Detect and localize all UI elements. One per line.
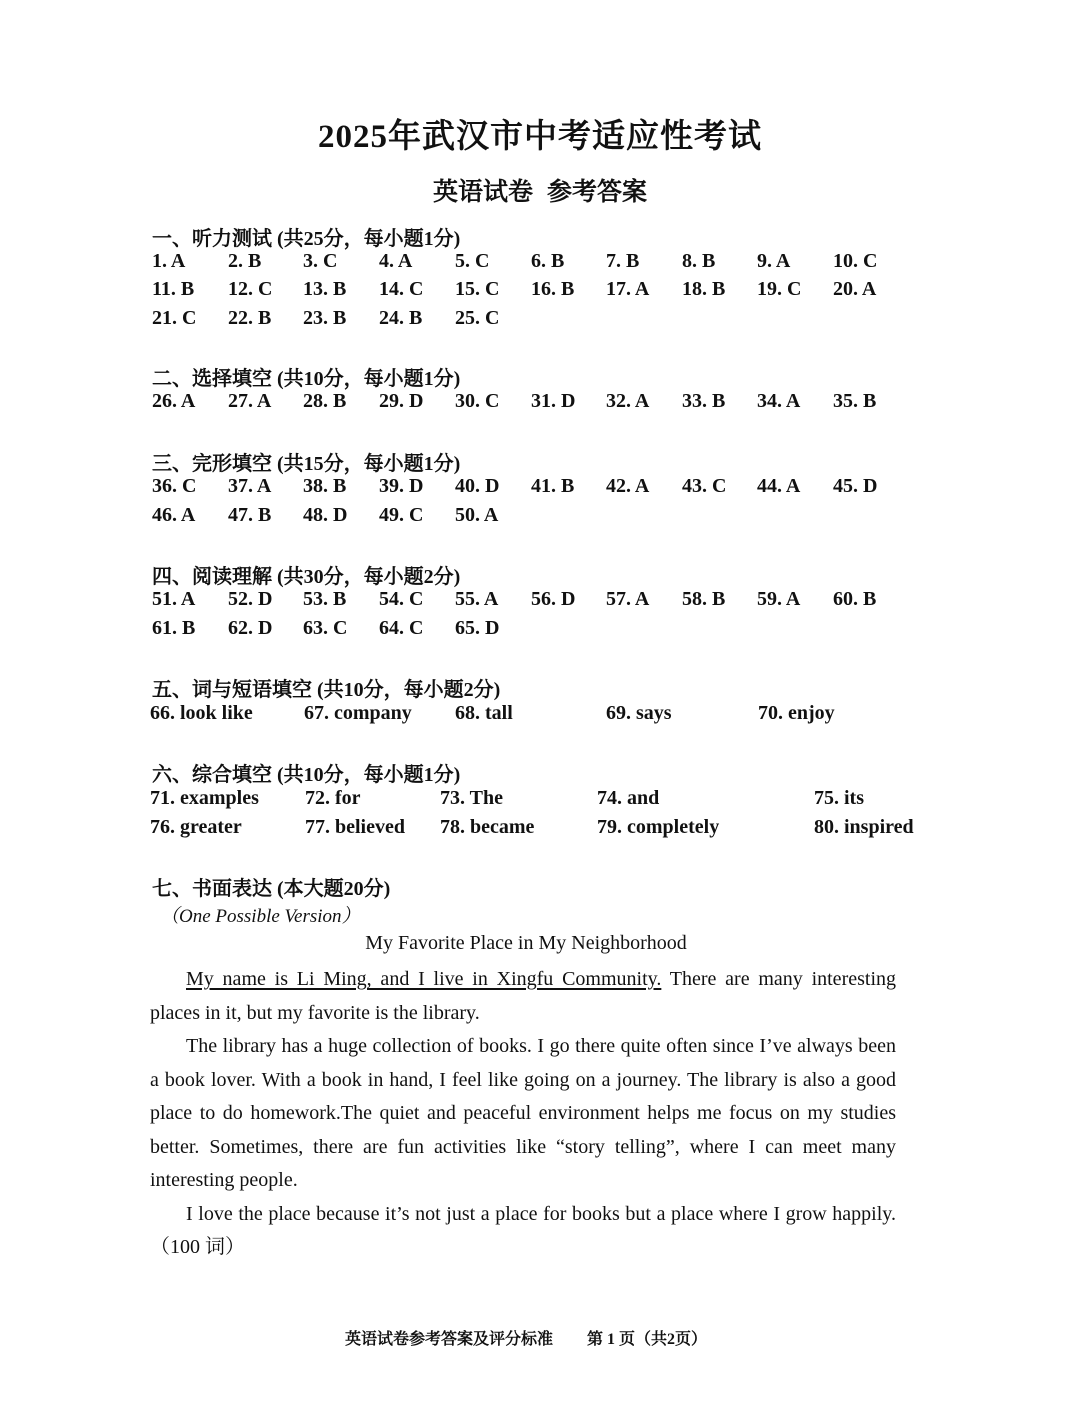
answer-item: 7. B [606, 250, 640, 272]
answer-item: 75. its [814, 787, 864, 809]
answer-item: 72. for [305, 787, 361, 809]
page-subtitle [0, 172, 1080, 208]
essay-paragraph: I love the place because it’s not just a place for books but a place where I grow happily.（100 词） [150, 1202, 896, 1258]
answer-item: 67. company [304, 702, 412, 724]
essay-underlined-sentence: My name is Li Ming, and I live in Xingfu Community. [186, 968, 662, 990]
answer-item: 10. C [833, 250, 878, 272]
answer-item: 76. greater [150, 816, 242, 838]
section-heading-word-fill: 五、词与短语填空 (共10分，每小题2分) [152, 679, 501, 701]
answer-item: 15. C [455, 278, 500, 300]
answer-item: 11. B [152, 278, 195, 300]
essay-paragraph: The library has a huge collection of books. I go there quite often since I’ve always been a book lover. With a book in hand, I feel like going on a journey. The library is also a good place to do homework.The quiet and peaceful environment helps me focus on my studies better. Sometimes, there are fun activities like “story telling”, where I can meet many interesting people. [150, 1035, 896, 1191]
answer-item: 68. tall [455, 702, 513, 724]
answer-item: 74. and [597, 787, 660, 809]
answer-item: 5. C [455, 250, 490, 272]
answer-item: 55. A [455, 588, 499, 610]
answer-item: 8. B [682, 250, 716, 272]
answer-item: 73. The [440, 787, 503, 809]
answer-item: 61. B [152, 617, 196, 639]
answer-item: 60. B [833, 588, 877, 610]
answer-item: 20. A [833, 278, 877, 300]
answer-item: 30. C [455, 390, 500, 412]
page-title: 2025年武汉市中考适应性考试 [318, 119, 762, 155]
answer-item: 51. A [152, 588, 196, 610]
answer-item: 24. B [379, 307, 423, 329]
answer-item: 3. C [303, 250, 338, 272]
section-heading-writing: 七、书面表达 (本大题20分) [152, 878, 391, 900]
answer-item: 54. C [379, 588, 424, 610]
answer-item: 45. D [833, 475, 878, 497]
answer-item: 79. completely [597, 816, 720, 838]
answer-item: 33. B [682, 390, 726, 412]
answer-item: 37. A [228, 475, 272, 497]
answer-item: 16. B [531, 278, 575, 300]
answer-item: 35. B [833, 390, 877, 412]
page-footer [0, 1326, 1052, 1349]
answer-item: 52. D [228, 588, 273, 610]
essay-paragraph [150, 963, 896, 1030]
answer-item: 47. B [228, 504, 272, 526]
answer-item: 23. B [303, 307, 347, 329]
answer-item: 27. A [228, 390, 272, 412]
answer-item: 18. B [682, 278, 726, 300]
answer-item: 71. examples [150, 787, 259, 809]
answer-item: 28. B [303, 390, 347, 412]
answer-item: 29. D [379, 390, 424, 412]
answer-item: 21. C [152, 307, 197, 329]
answer-item: 6. B [531, 250, 565, 272]
answer-item: 22. B [228, 307, 272, 329]
essay-body [150, 963, 896, 1265]
answer-item: 63. C [303, 617, 348, 639]
answer-item: 9. A [757, 250, 791, 272]
answer-item: 66. look like [150, 702, 253, 724]
subtitle-kind: 参考答案 [547, 179, 648, 206]
answer-item: 64. C [379, 617, 424, 639]
answer-item: 49. C [379, 504, 424, 526]
answer-item: 59. A [757, 588, 801, 610]
answer-item: 70. enjoy [758, 702, 835, 724]
answer-item: 36. C [152, 475, 197, 497]
answer-item: 1. A [152, 250, 186, 272]
answer-item: 2. B [228, 250, 262, 272]
answer-item: 62. D [228, 617, 273, 639]
answer-item: 31. D [531, 390, 576, 412]
answer-item: 40. D [455, 475, 500, 497]
answer-item: 65. D [455, 617, 500, 639]
essay-title: My Favorite Place in My Neighborhood [365, 932, 687, 954]
section-heading-cloze: 三、完形填空 (共15分，每小题1分) [152, 453, 461, 475]
answer-item: 4. A [379, 250, 413, 272]
answer-item: 78. became [440, 816, 535, 838]
subtitle-subject: 英语试卷 [432, 179, 533, 206]
answer-item: 56. D [531, 588, 576, 610]
answer-item: 12. C [228, 278, 273, 300]
answer-item: 57. A [606, 588, 650, 610]
answer-item: 25. C [455, 307, 500, 329]
section-heading-listening: 一、听力测试 (共25分，每小题1分) [152, 228, 461, 250]
answer-item: 77. believed [305, 816, 405, 838]
answer-item: 19. C [757, 278, 802, 300]
answer-item: 38. B [303, 475, 347, 497]
footer-doc-name: 英语试卷参考答案及评分标准 [344, 1331, 553, 1348]
answer-item: 26. A [152, 390, 196, 412]
answer-item: 69. says [606, 702, 672, 724]
answer-item: 42. A [606, 475, 650, 497]
answer-item: 44. A [757, 475, 801, 497]
answer-item: 13. B [303, 278, 347, 300]
answer-item: 48. D [303, 504, 348, 526]
answer-item: 32. A [606, 390, 650, 412]
section-heading-reading: 四、阅读理解 (共30分，每小题2分) [152, 566, 461, 588]
answer-item: 80. inspired [814, 816, 914, 838]
answer-item: 53. B [303, 588, 347, 610]
section-heading-comprehensive-fill: 六、综合填空 (共10分，每小题1分) [152, 764, 461, 786]
answer-item: 39. D [379, 475, 424, 497]
essay-version-note: （One Possible Version） [160, 906, 361, 927]
page-number: 第 1 页（共2页） [587, 1331, 708, 1348]
answer-item: 43. C [682, 475, 727, 497]
section-heading-multiple-choice: 二、选择填空 (共10分，每小题1分) [152, 368, 461, 390]
answer-item: 58. B [682, 588, 726, 610]
answer-item: 14. C [379, 278, 424, 300]
answer-item: 50. A [455, 504, 499, 526]
essay-paragraph-text: There are many interesting places in it, but my favorite is the library. [150, 968, 896, 1024]
answer-item: 17. A [606, 278, 650, 300]
answer-item: 46. A [152, 504, 196, 526]
answer-item: 34. A [757, 390, 801, 412]
answer-item: 41. B [531, 475, 575, 497]
